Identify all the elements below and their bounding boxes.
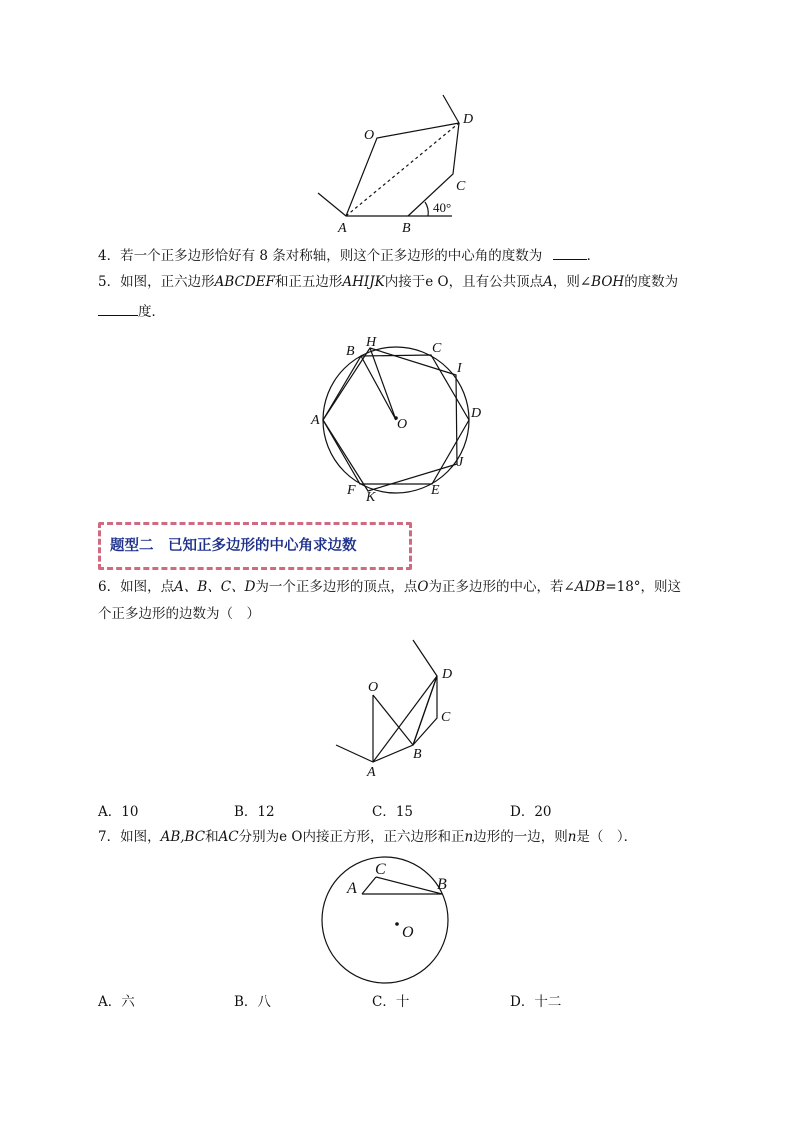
q6-option-b[interactable]: B．12 [234,804,275,820]
q4-text: 4．若一个正多边形恰好有 8 条对称轴，则这个正多边形的中心角的度数为 [98,248,543,264]
label-O: O [397,417,408,432]
label-H: H [366,335,377,350]
label-B: B [402,221,411,236]
label-O: O [402,924,414,941]
q7-option-b[interactable]: B．八 [234,994,271,1010]
q7-segment-ac: AC [218,829,239,845]
q5-text-end: 度． [138,304,165,320]
label-A: A [311,413,320,428]
q7-text-d: 内接正方形，正六边形和正 [302,829,465,845]
label-E: E [431,483,440,498]
q5-pentagon-name: AHIJK [342,274,385,290]
q6-text-d: =18°，则这 [605,579,682,595]
q6-option-c[interactable]: C．15 [372,804,414,820]
angle-label: 40° [433,200,452,215]
label-O: O [364,128,375,143]
q7-text-c: 分别为 [238,829,280,845]
q7-option-c[interactable]: C．十 [372,994,410,1010]
label-C: C [456,179,466,194]
label-B: B [413,747,422,762]
q6-points: A、B、C、D [174,579,256,595]
q5-circle-symbol: e O [425,274,449,290]
q7-circle-symbol: e O [279,829,303,845]
q5-text-a: 5．如图，正六边形 [98,274,215,290]
section-title: 题型二 已知正多边形的中心角求边数 [110,538,357,554]
q7-option-d[interactable]: D．十二 [510,994,562,1010]
label-D: D [471,406,482,421]
label-A: A [338,221,347,236]
q7-option-a[interactable]: A．六 [98,994,135,1010]
q7-text-b: 和 [205,829,219,845]
q7-segments: AB,BC [160,829,206,845]
q6-text-b: 为一个正多边形的顶点，点 [255,579,418,595]
q6-option-d[interactable]: D．20 [510,804,552,820]
label-C: C [432,341,442,356]
label-J: J [457,455,464,470]
q5-angle-name: BOH [591,274,625,290]
q7-n: n [464,829,474,845]
q6-option-a[interactable]: A．10 [98,804,139,820]
label-A: A [347,880,357,897]
label-B: B [437,876,447,893]
q7-text-f: 是（ ）． [576,829,638,845]
label-O: O [368,680,379,695]
label-A: A [367,765,376,780]
q5-text-f: 的度数为 [624,274,679,290]
q6-text-line-2: 个正多边形的边数为（ ） [98,606,260,622]
label-I: I [457,361,462,376]
label-B: B [346,344,355,359]
q5-text-e: ，则∠ [552,274,592,290]
q5-hexagon-name: ABCDEF [214,274,275,290]
label-D: D [442,667,453,682]
q6-point-o: O [417,579,429,595]
q7-text-a: 7．如图， [98,829,161,845]
q5-text-b: 和正五边形 [274,274,343,290]
q7-n-2: n [567,829,577,845]
label-D: D [463,112,474,127]
q6-text-c: 为正多边形的中心，若∠ [428,579,575,595]
q6-text-a: 6．如图，点 [98,579,175,595]
q7-text-e: 边形的一边，则 [473,829,568,845]
label-K: K [366,490,376,505]
label-C: C [441,710,451,725]
label-C: C [375,861,386,878]
q5-text-d: ，且有公共顶点 [448,274,544,290]
q6-angle-name: ADB [574,579,606,595]
q5-point-a: A [543,274,553,290]
q5-text-c: 内接于 [384,274,426,290]
q4-end: ． [586,248,601,264]
label-F: F [347,483,356,498]
